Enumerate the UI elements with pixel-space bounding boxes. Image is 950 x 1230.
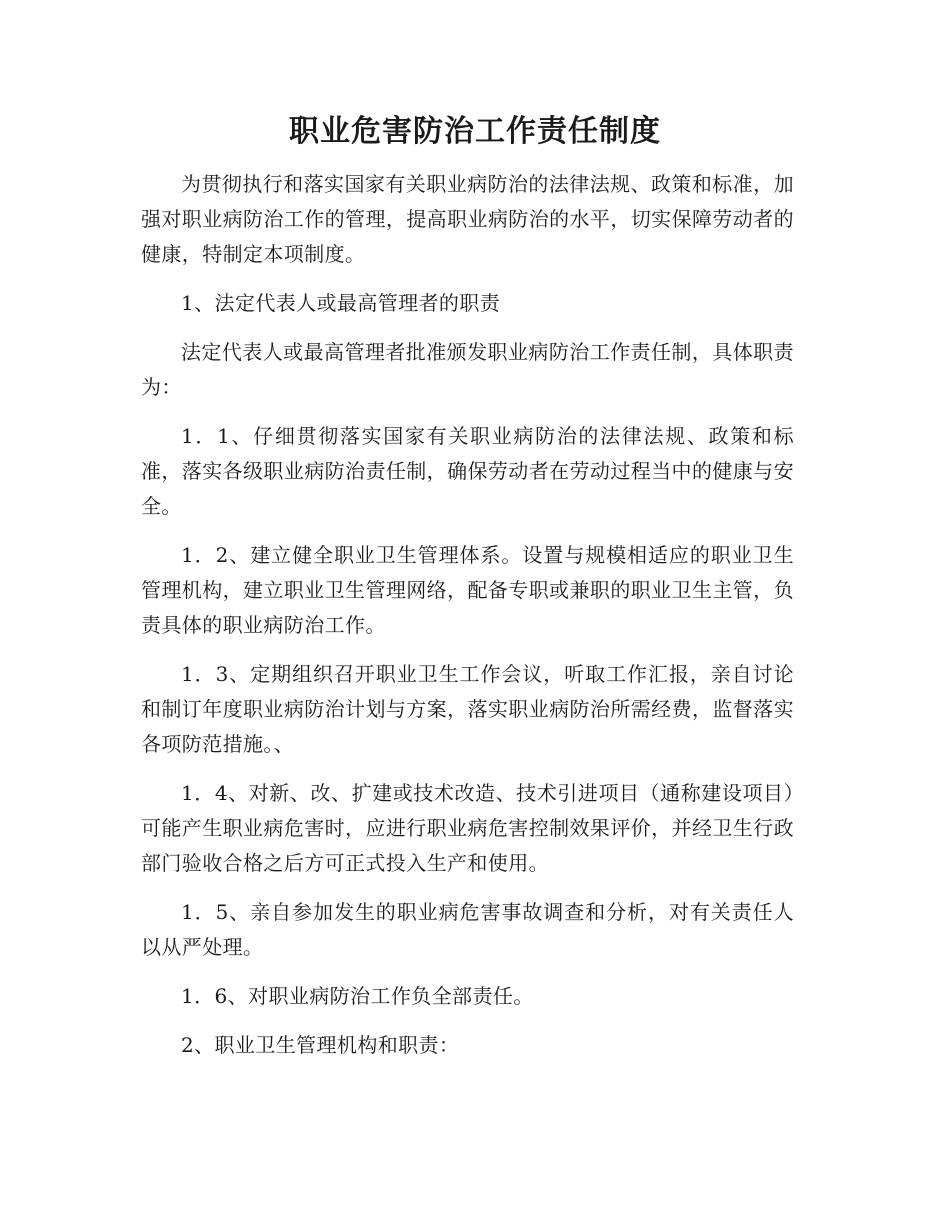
paragraph: 法定代表人或最高管理者批准颁发职业病防治工作责任制，具体职责为： xyxy=(141,340,794,399)
list-item: 1．6、对职业病防治工作负全部责任。 xyxy=(181,984,534,1008)
list-item: 1．2、建立健全职业卫生管理体系。设置与规模相适应的职业卫生管理机构，建立职业卫生管理网络，配备专职或兼职的职业卫生主管，负责具体的职业病防治工作。 xyxy=(141,543,794,637)
document-body xyxy=(141,167,794,1077)
list-item: 1．4、对新、改、扩建或技术改造、技术引进项目（通称建设项目）可能产生职业病危害时，应进行职业病危害控制效果评价，并经卫生行政部门验收合格之后方可正式投入生产和使用。 xyxy=(141,781,794,875)
list-item: 1．1、仔细贯彻落实国家有关职业病防治的法律法规、政策和标准，落实各级职业病防治责任制，确保劳动者在劳动过程当中的健康与安全。 xyxy=(141,424,794,518)
list-item: 1．5、亲自参加发生的职业病危害事故调查和分析，对有关责任人以从严处理。 xyxy=(141,900,794,959)
list-item: 1．3、定期组织召开职业卫生工作会议，听取工作汇报，亲自讨论和制订年度职业病防治计划与方案，落实职业病防治所需经费，监督落实各项防范措施。、 xyxy=(141,662,794,756)
document-title: 职业危害防治工作责任制度 xyxy=(289,114,661,149)
paragraph: 为贯彻执行和落实国家有关职业病防治的法律法规、政策和标准，加强对职业病防治工作的管理，提高职业病防治的水平，切实保障劳动者的健康，特制定本项制度。 xyxy=(141,172,794,266)
section-heading: 1、法定代表人或最高管理者的职责 xyxy=(181,291,501,315)
section-heading: 2、职业卫生管理机构和职责： xyxy=(181,1033,460,1057)
